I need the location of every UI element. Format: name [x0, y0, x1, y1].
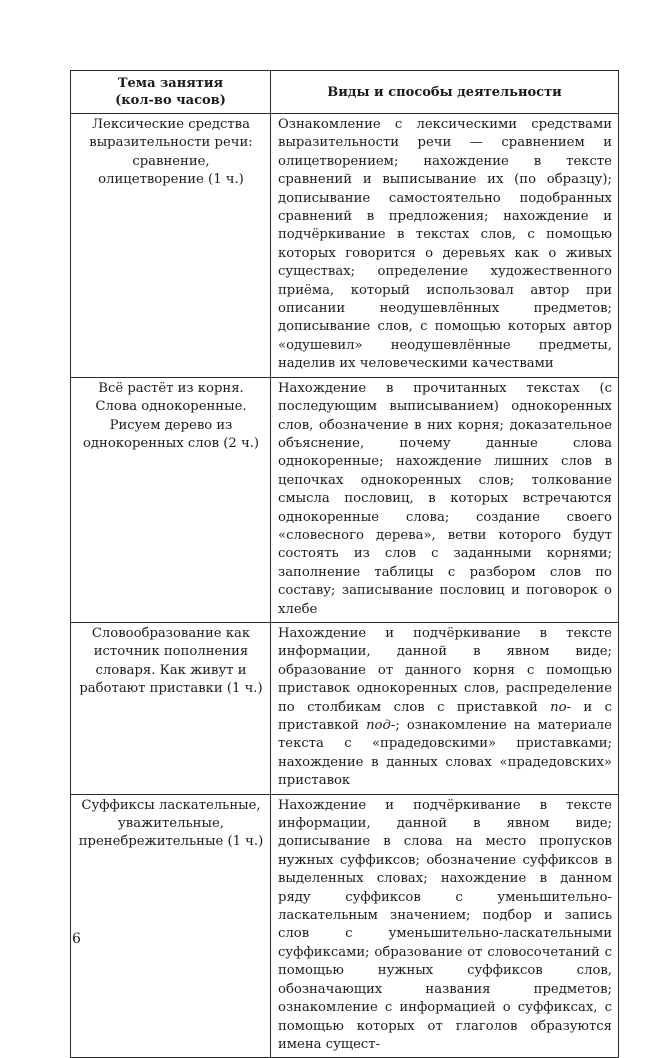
table-row: [71, 794, 619, 1058]
table-header-row: [71, 71, 619, 114]
prefix-po: по-: [550, 699, 572, 715]
topic-cell: Лексические средства выразительности речи: сравнение, олицетворение (1 ч.): [71, 114, 271, 378]
activities-text-part2: и с приставкой: [278, 699, 612, 733]
activities-text-part3: ; ознакомление на материале текста с «прадедовскими» приставками; нахождение в данных словах «прадедовских» приставок: [278, 718, 612, 789]
table-row: [71, 377, 619, 622]
topic-cell: Всё растёт из корня. Слова однокоренные. Рисуем дерево из однокоренных слов (2 ч.): [71, 377, 271, 622]
activities-cell: Ознакомление с лексическими средствами выразительности речи — сравнением и олицетворением; нахождение в тексте сравнений и выписывание их (по образцу); дописывание самостоятельно подобранных сравнений в предложения; нахождение и подчёркивание в текстах слов, с помощью которых говорится о деревьях как о живых существах; определение художественного приёма, который использовал автор при описании неодушевлённых предметов; дописывание слов, с помощью которых автор «одушевил» неодушевлённые предметы, наделив их человеческими качествами: [271, 114, 619, 378]
prefix-pod: под-: [366, 718, 396, 733]
topic-cell: Словообразование как источник пополнения словаря. Как живут и работают приставки (1 ч.): [71, 622, 271, 794]
header-topic: [71, 71, 271, 114]
activities-text-part1: Нахождение и подчёркивание в тексте информации, данной в явном виде; образование от данного корня с помощью приставок однокоренных слов, распределение по столбикам слов с приставкой: [278, 625, 612, 715]
activities-cell: Нахождение и подчёркивание в тексте информации, данной в явном виде; дописывание в слова на место пропусков нужных суффиксов; обозначение суффиксов в выделенных словах; нахождение в данном ряду суффиксов с уменьшительно-ласкательным значением; подбор и запись слов с уменьшительно-ласкательными суффиксами; образование от словосочетаний с помощью нужных суффиксов слов, обозначающих названия предметов; ознакомление с информацией о суффиксах, с помощью которых от глаголов образуются имена сущест-: [271, 794, 619, 1058]
header-topic-line1: Тема занятия: [117, 76, 224, 91]
header-topic-line2: (кол-во часов): [115, 93, 226, 108]
header-activities: Виды и способы деятельности: [271, 71, 619, 114]
page-number: 6: [72, 931, 81, 947]
lesson-plan-table: [70, 70, 619, 1058]
topic-cell: Суффиксы ласкательные, уважительные, пренебрежительные (1 ч.): [71, 794, 271, 1058]
activities-cell: Нахождение в прочитанных текстах (с последующим выписыванием) однокоренных слов, обозначение в них корня; доказательное объяснение, почему данные слова однокоренные; нахождение лишних слов в цепочках однокоренных слов; толкование смысла пословиц, в которых встречаются однокоренные слова; создание своего «словесного дерева», ветви которого будут состоять из слов с заданными корнями; заполнение таблицы с разбором слов по составу; записывание пословиц и поговорок о хлебе: [271, 377, 619, 622]
table-row: [71, 622, 619, 794]
activities-cell: [271, 622, 619, 794]
table-row: [71, 114, 619, 378]
